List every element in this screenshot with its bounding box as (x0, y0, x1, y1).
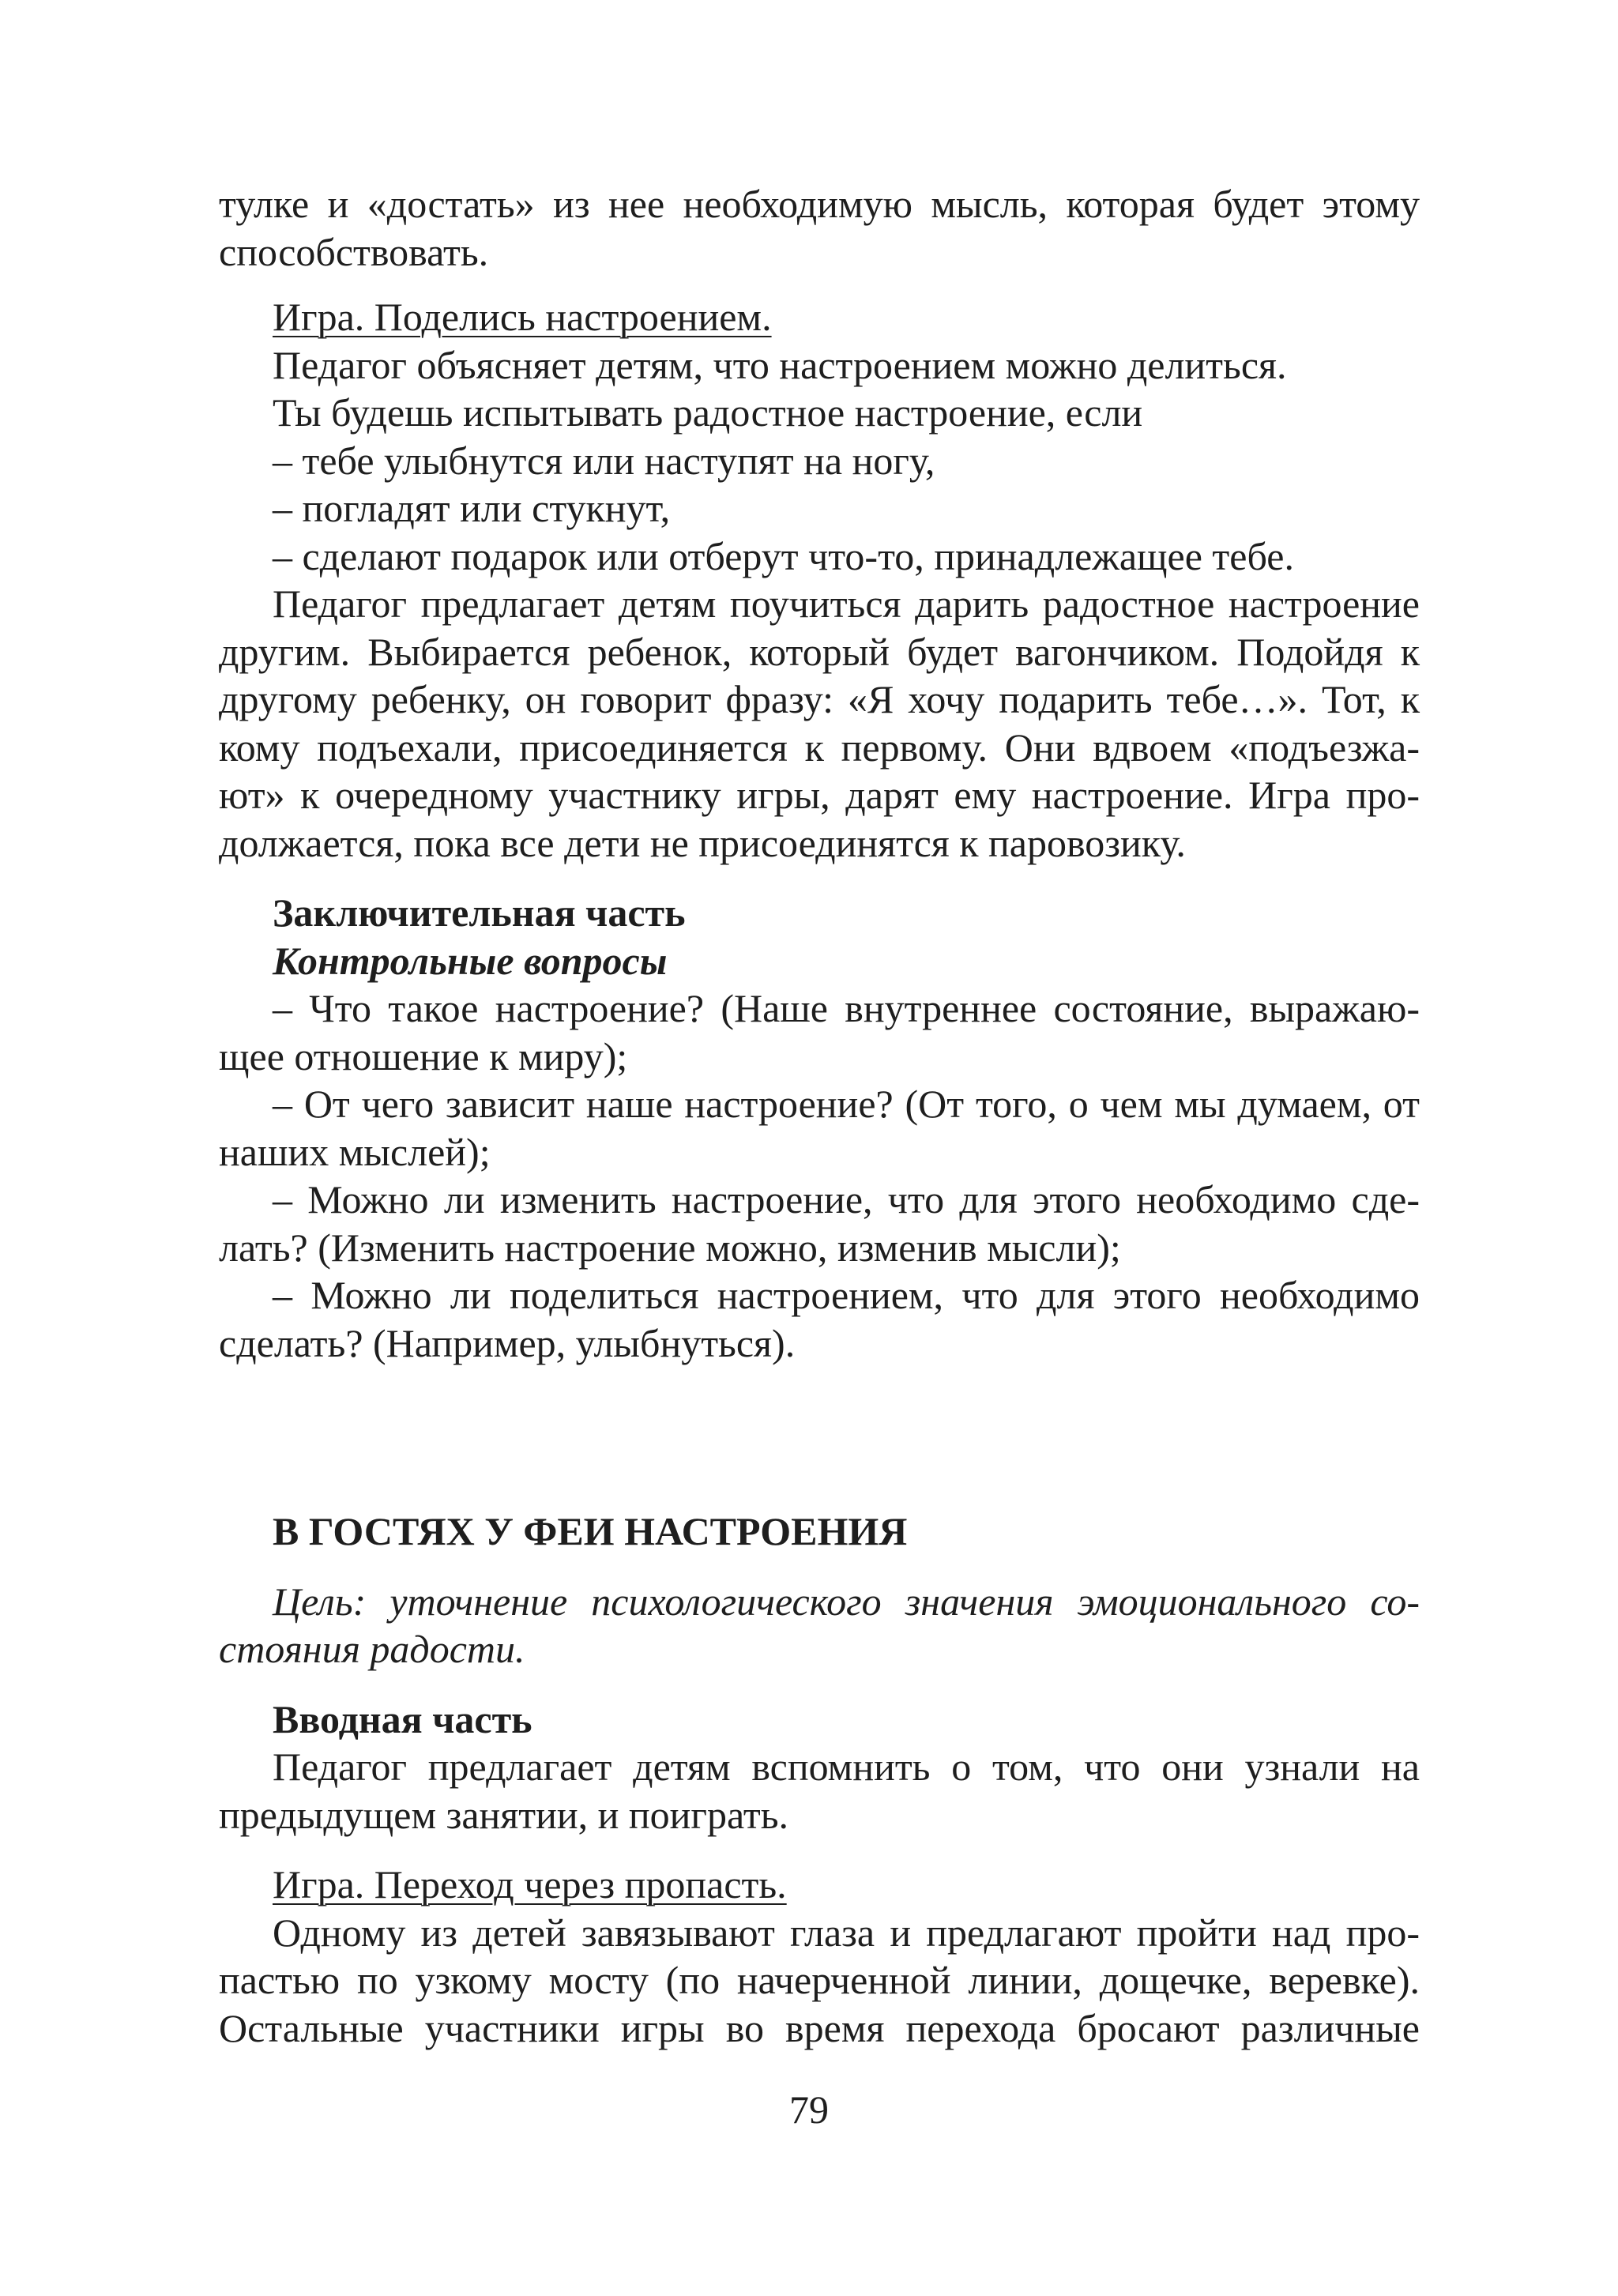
final-subheading: Контрольные вопросы (273, 938, 668, 983)
question-3: – Можно ли изменить настроение, что для этого необходимо сделать? (Изменить настроение можно, изменив мысли); (219, 1177, 1420, 1270)
game2-title-text: Игра. Переход через пропасть. (273, 1862, 787, 1906)
intro-line-1: тулке и «достать» из нее необходимую мысль, которая будет этому (219, 182, 1420, 226)
final-heading: Заключительная часть (273, 890, 686, 935)
game2-text: Одному из детей завязывают глаза и предлагают пройти над пропастью по узкому мосту (по начерченной линии, дощечке, веревке). Остальные участники игры во время перехода бросают различные (219, 1910, 1420, 2050)
question-4: – Можно ли поделиться настроением, что для этого необходимо сделать? (Например, улыбнуться). (219, 1273, 1420, 1365)
game1-paragraph: Педагог предлагает детям поучиться дарить радостное настроение другим. Выбирается ребенок, который будет вагончиком. Подойдя к другому ребенку, он говорит фразу: «Я хочу подарить тебе…». Тот, к кому подъехали, присоединяется к первому. Они вдвоем «подъезжают» к очередному участнику игры, дарят ему настроение. Игра продолжается, пока все дети не присоединятся к паровозику. (219, 582, 1420, 865)
game1-item-1: – тебе улыбнутся или наступят на ногу, (273, 438, 935, 483)
game1-item-2: – погладят или стукнут, (273, 486, 671, 530)
game1-title (219, 293, 1420, 341)
game1-line-1: Педагог объясняет детям, что настроением можно делиться. (273, 342, 1287, 387)
game1-line-2: Ты будешь испытывать радостное настроение, если (273, 390, 1143, 435)
page-number: 79 (789, 2087, 829, 2132)
intro-part-text: Педагог предлагает детям вспомнить о том, что они узнали на предыдущем занятии, и поиграть. (219, 1745, 1420, 1837)
lesson-goal: Цель: уточнение психологического значения эмоционального состояния радости. (219, 1579, 1420, 1671)
lesson-title: В ГОСТЯХ У ФЕИ НАСТРОЕНИЯ (273, 1509, 908, 1553)
intro-line-2: способствовать. (219, 229, 489, 274)
game2-title (219, 1861, 1420, 1909)
question-2: – От чего зависит наше настроение? (От того, о чем мы думаем, от наших мыслей); (219, 1082, 1420, 1174)
intro-part-heading: Вводная часть (273, 1696, 532, 1741)
game1-item-3: – сделают подарок или отберут что-то, принадлежащее тебе. (273, 533, 1294, 578)
question-1: – Что такое настроение? (Наше внутреннее состояние, выражающее отношение к миру); (219, 986, 1420, 1078)
game1-title-text: Игра. Поделись настроением. (273, 295, 772, 339)
page-body (219, 180, 1420, 2052)
